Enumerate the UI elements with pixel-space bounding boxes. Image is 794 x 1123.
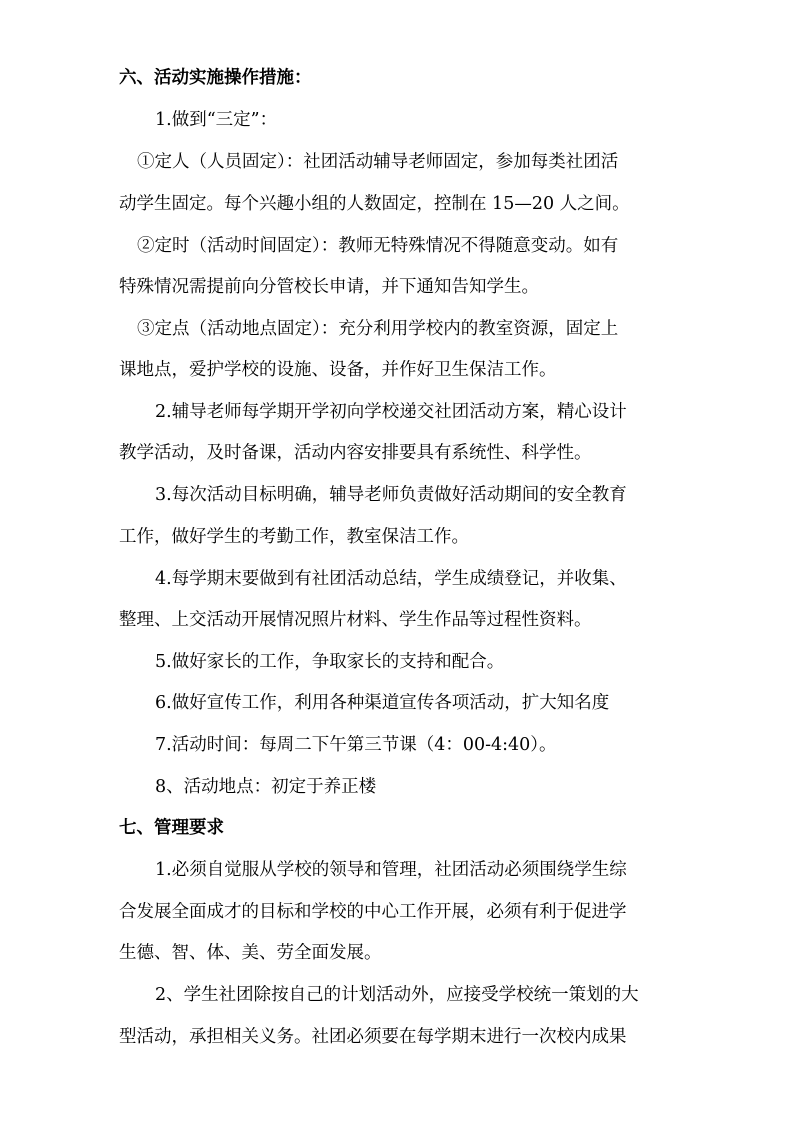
req-1-line-1: 1.必须自觉服从学校的领导和管理，社团活动必须围绕学生综 [155,860,627,880]
item-3-line-2: 工作，做好学生的考勤工作，教室保洁工作。 [119,527,469,547]
ding-shi-line-1: ②定时（活动时间固定）：教师无特殊情况不得随意变动。如有 [137,236,619,256]
ding-dian-line-2: 课地点，爱护学校的设施、设备，并作好卫生保洁工作。 [119,360,557,380]
req-1-line-2: 合发展全面成才的目标和学校的中心工作开展，必须有利于促进学 [119,902,627,922]
req-1-line-3: 生德、智、体、美、劳全面发展。 [119,943,382,963]
section-7-heading: 七、管理要求 [119,818,224,838]
item-2-line-1: 2.辅导老师每学期开学初向学校递交社团活动方案，精心设计 [155,402,627,422]
item-4-line-1: 4.每学期末要做到有社团活动总结，学生成绩登记，并收集、 [155,569,627,589]
ding-ren-line-1: ①定人（人员固定）：社团活动辅导老师固定，参加每类社团活 [137,152,619,172]
item-3-line-1: 3.每次活动目标明确，辅导老师负责做好活动期间的安全教育 [155,485,627,505]
item-4-line-2: 整理、上交活动开展情况照片材料、学生作品等过程性资料。 [119,610,592,630]
req-2-line-1: 2、学生社团除按自己的计划活动外，应接受学校统一策划的大 [155,985,639,1005]
section-6-heading: 六、活动实施操作措施： [119,68,312,88]
item-8: 8、活动地点：初定于养正楼 [155,777,377,797]
item-6: 6.做好宣传工作，利用各种渠道宣传各项活动，扩大知名度 [155,693,610,713]
item-5: 5.做好家长的工作，争取家长的支持和配合。 [155,652,505,672]
req-2-line-2: 型活动，承担相关义务。社团必须要在每学期末进行一次校内成果 [119,1027,627,1047]
ding-ren-line-2: 动学生固定。每个兴趣小组的人数固定，控制在 15—20 人之间。 [119,194,630,214]
ding-shi-line-2: 特殊情况需提前向分管校长申请，并下通知告知学生。 [119,277,539,297]
item-2-line-2: 教学活动，及时备课，活动内容安排要具有系统性、科学性。 [119,443,592,463]
ding-dian-line-1: ③定点（活动地点固定）：充分利用学校内的教室资源，固定上 [137,319,619,339]
item-1-title: 1.做到“三定”： [155,110,278,130]
item-7: 7.活动时间：每周二下午第三节课（4：00-4:40）。 [155,735,557,755]
